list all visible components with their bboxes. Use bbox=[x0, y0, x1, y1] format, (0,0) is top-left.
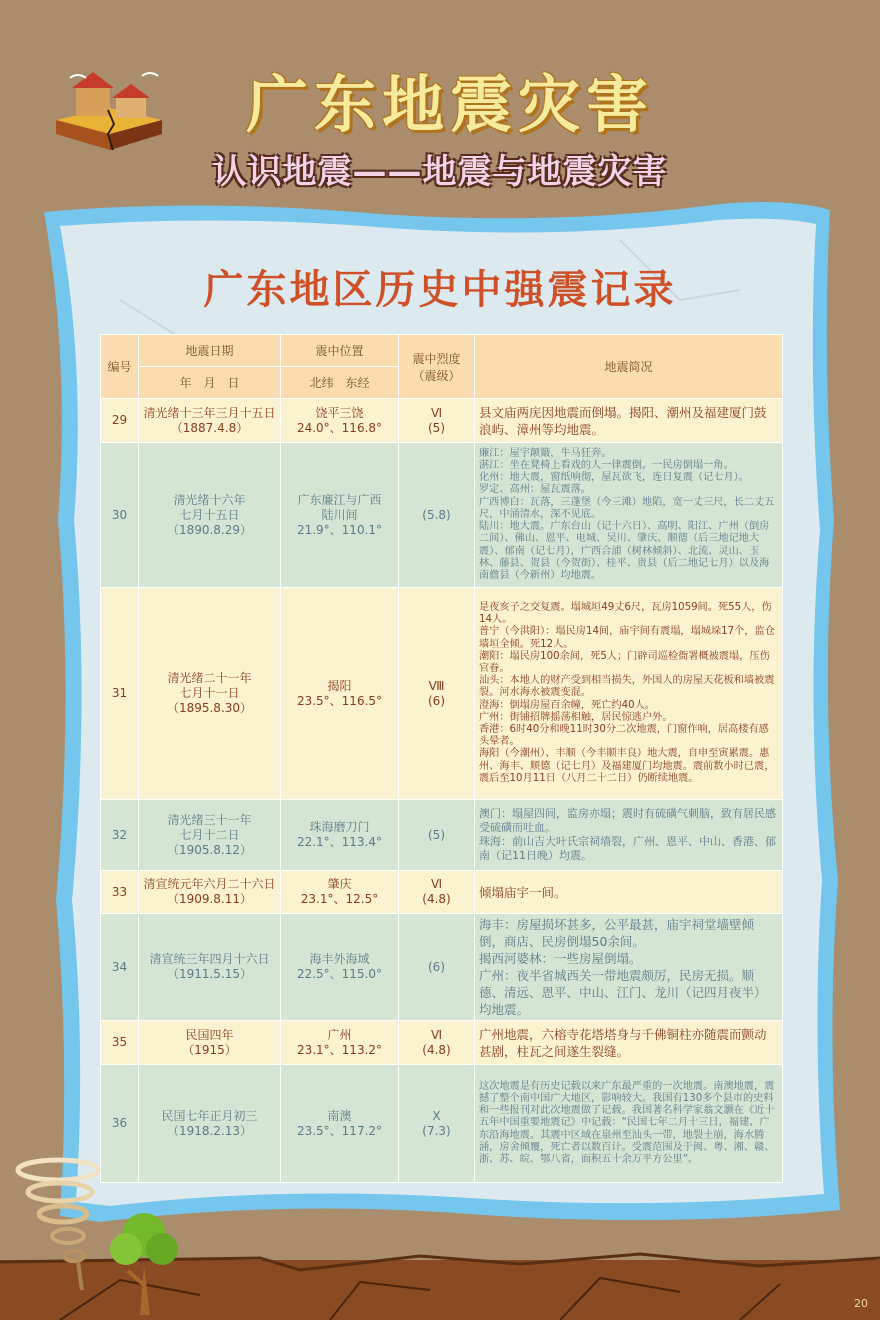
intensity-line: (4.8) bbox=[422, 1042, 451, 1057]
table-row bbox=[101, 588, 783, 800]
location-line: 21.9°、110.1° bbox=[296, 522, 383, 537]
table-row bbox=[101, 443, 783, 588]
summary-line: 香港：6时40分和晚11时30分二次地震，门窗作响，居高楼有感头晕者。 bbox=[479, 724, 769, 748]
location-line: 揭阳 bbox=[327, 678, 352, 693]
date-line: 清宣统三年四月十六日 bbox=[149, 952, 270, 966]
intensity-line: Ⅵ bbox=[430, 405, 443, 420]
intensity-line: (6) bbox=[428, 693, 445, 708]
cell-date bbox=[139, 871, 281, 914]
summary-line: 珠海：前山吉大叶氏宗祠墙裂，广州、恩平、中山、香港、郁南（记11日晚）均震。 bbox=[479, 835, 776, 862]
cell-no: 30 bbox=[101, 443, 139, 588]
date-line: （1890.8.29） bbox=[166, 522, 253, 537]
location-line: 23.1°、113.2° bbox=[296, 1042, 383, 1057]
cell-intensity bbox=[399, 800, 475, 871]
location-line: 广州 bbox=[327, 1027, 352, 1042]
summary-line: 海丰：房屋损坏甚多，公平最甚，庙宇祠堂墙壁倾倒，商店、民房倒塌50余间。 bbox=[479, 917, 755, 949]
cell-no: 33 bbox=[101, 871, 139, 914]
cell-location bbox=[281, 1065, 399, 1183]
cell-date bbox=[139, 914, 281, 1021]
summary-line: 倾塌庙宇一间。 bbox=[479, 884, 567, 900]
cell-date bbox=[139, 443, 281, 588]
cell-summary bbox=[475, 399, 783, 443]
cell-location bbox=[281, 800, 399, 871]
summary-line: 广州地震，六榕寺花塔塔身与千佛铜柱亦随震而颤动甚剧，柱瓦之间遂生裂缝。 bbox=[479, 1026, 767, 1059]
cell-no: 34 bbox=[101, 914, 139, 1021]
table-row bbox=[101, 800, 783, 871]
summary-line: 广西博白：瓦落，三蓬堡（今三滩）地陷，宽一丈三尺，长二丈五尺，中涌清水，深不见底。 bbox=[479, 496, 775, 520]
cell-no: 31 bbox=[101, 588, 139, 800]
date-line: 清光绪二十一年 bbox=[167, 671, 252, 685]
cell-intensity bbox=[399, 1065, 475, 1183]
cell-intensity bbox=[399, 914, 475, 1021]
location-line: 22.1°、113.4° bbox=[296, 835, 383, 849]
date-line: 清光绪三十一年 bbox=[167, 812, 252, 827]
summary-line: 潮阳：塌民房100余间，死5人；门辟司巡检衙署概被震塌，压伤官眷。 bbox=[479, 650, 770, 674]
location-line: 珠海磨刀门 bbox=[309, 820, 370, 834]
intensity-line: Ⅵ bbox=[430, 877, 443, 891]
cell-location bbox=[281, 399, 399, 443]
page-subtitle: 认识地震——地震与地震灾害 bbox=[212, 152, 668, 192]
summary-line: 汕头：本地人的财产受到相当损失，外国人的房屋天花板和墙被震裂。河水海水被震变混。 bbox=[479, 675, 775, 699]
table-row bbox=[101, 399, 783, 443]
cell-summary bbox=[475, 800, 783, 871]
intensity-line: (7.3) bbox=[422, 1123, 451, 1138]
location-line: 肇庆 bbox=[327, 877, 352, 891]
table-row bbox=[101, 1021, 783, 1065]
date-line: （1905.8.12） bbox=[166, 842, 253, 857]
location-line: 南澳 bbox=[327, 1108, 352, 1123]
intensity-line: Ⅷ bbox=[428, 678, 445, 693]
intensity-line: (4.8) bbox=[422, 892, 451, 906]
tornado-icon bbox=[8, 1150, 108, 1300]
earthquake-records-table bbox=[100, 334, 783, 1183]
cell-summary bbox=[475, 1021, 783, 1065]
cell-date bbox=[139, 800, 281, 871]
cell-location bbox=[281, 871, 399, 914]
date-line: （1911.5.15） bbox=[166, 967, 253, 981]
date-line: 清光绪十六年 bbox=[173, 492, 246, 507]
table-row bbox=[101, 1065, 783, 1183]
cell-no: 36 bbox=[101, 1065, 139, 1183]
cell-location bbox=[281, 588, 399, 800]
summary-line: 陆川：地大震。广东台山（记十六日）、高明、阳江、广州（倒房二间）、佛山、恩平、电城、吴川、肇庆、顺德（后三地记地大震）、郁南（记七月），广西合浦（树林倾斜）、北流、灵山、玉林、藤县、贺县（今贺街）、桂平、贵县（后二地记七月）以及海南儋县（今新州）均地震。 bbox=[479, 521, 770, 581]
summary-line: 普宁（今洪阳）：塌民房14间，庙宇间有震塌，塌城垛17个，监仓墙垣全倾。死12人。 bbox=[479, 626, 775, 650]
date-line: 七月十二日 bbox=[179, 827, 240, 842]
header-intensity: 震中烈度（震级） bbox=[399, 335, 475, 399]
cracked-houses-icon bbox=[50, 68, 170, 153]
date-line: （1909.8.11） bbox=[166, 892, 253, 906]
summary-line: 湛江：坐在凳椅上看戏的人一律震倒。一民房倒塌一角。 bbox=[479, 460, 734, 472]
cell-summary bbox=[475, 443, 783, 588]
section-title: 广东地区历史中强震记录 bbox=[203, 267, 677, 313]
date-line: 民国七年正月初三 bbox=[161, 1108, 258, 1123]
date-line: 清宣统元年六月二十六日 bbox=[143, 877, 276, 891]
summary-line: 罗定、高州：屋瓦震落。 bbox=[479, 484, 592, 496]
date-line: 民国四年 bbox=[185, 1027, 234, 1042]
cell-date bbox=[139, 1065, 281, 1183]
intensity-line: (6) bbox=[428, 959, 445, 974]
summary-line: 澳门：塌屋四间，监房亦塌；震时有硫磺气刺脑，致有居民感受硫磺而吐血。 bbox=[479, 807, 776, 834]
cell-date bbox=[139, 588, 281, 800]
date-line: 七月十一日 bbox=[179, 686, 240, 700]
date-line: 清光绪十三年三月十五日 bbox=[143, 405, 276, 420]
cell-date bbox=[139, 399, 281, 443]
header-no: 编号 bbox=[101, 335, 139, 399]
intensity-line: (5) bbox=[428, 827, 445, 842]
intensity-line: (5) bbox=[428, 420, 445, 435]
date-line: （1918.2.13） bbox=[166, 1123, 253, 1138]
intensity-line: Ⅵ bbox=[430, 1027, 443, 1042]
intensity-line: Ⅹ bbox=[432, 1108, 441, 1123]
header-location-sub: 北纬 东经 bbox=[281, 367, 399, 399]
location-line: 23.1°、12.5° bbox=[300, 892, 379, 906]
cell-summary bbox=[475, 588, 783, 800]
date-line: （1895.8.30） bbox=[166, 701, 253, 715]
cell-location bbox=[281, 443, 399, 588]
date-line: （1887.4.8） bbox=[170, 420, 249, 435]
page-title: 广东地震灾害 bbox=[245, 68, 654, 141]
date-line: （1915） bbox=[182, 1042, 237, 1057]
summary-line: 化州：地大震，窗纸响彻，屋瓦欲飞，连日复震（记七月）。 bbox=[479, 472, 749, 484]
cell-location bbox=[281, 1021, 399, 1065]
summary-line: 县文庙两庑因地震而倒塌。揭阳、潮州及福建厦门鼓浪屿、漳州等均地震。 bbox=[479, 404, 767, 437]
cell-intensity bbox=[399, 443, 475, 588]
cell-location bbox=[281, 914, 399, 1021]
location-line: 22.5°、115.0° bbox=[296, 967, 383, 981]
summary-line: 澄海：倒塌房屋百余幢，死亡约40人。 bbox=[479, 699, 655, 711]
summary-line: 广州：夜半省城西关一带地震颇厉，民房无损。顺德、清远、恩平、中山、江门、龙川（记四月夜半）均地震。 bbox=[479, 968, 767, 1017]
cell-intensity bbox=[399, 588, 475, 800]
cell-no: 29 bbox=[101, 399, 139, 443]
cell-summary bbox=[475, 871, 783, 914]
cell-summary bbox=[475, 1065, 783, 1183]
header-summary: 地震简况 bbox=[475, 335, 783, 399]
cell-date bbox=[139, 1021, 281, 1065]
location-line: 海丰外海域 bbox=[309, 952, 370, 966]
cell-no: 35 bbox=[101, 1021, 139, 1065]
summary-line: 广州：街铺招牌摇荡相触，居民惊逃户外。 bbox=[479, 711, 673, 723]
page-number: 20 bbox=[854, 1297, 868, 1310]
summary-line: 揭西河婆林：一些房屋倒塌。 bbox=[479, 951, 642, 966]
cell-intensity bbox=[399, 1021, 475, 1065]
cell-intensity bbox=[399, 871, 475, 914]
table-row bbox=[101, 914, 783, 1021]
location-line: 广东廉江与广西 bbox=[297, 492, 382, 507]
summary-line: 廉江：屋宇颠簸，牛马狂奔。 bbox=[479, 447, 612, 459]
location-line: 陆川间 bbox=[321, 507, 358, 522]
cell-summary bbox=[475, 914, 783, 1021]
location-line: 23.5°、116.5° bbox=[296, 693, 383, 708]
cell-intensity bbox=[399, 399, 475, 443]
cell-no: 32 bbox=[101, 800, 139, 871]
table-body bbox=[101, 399, 783, 1183]
date-line: 七月十五日 bbox=[179, 507, 240, 522]
summary-line: 海阳（今潮州）、丰顺（今丰顺丰良）地大震，自申至寅累震。惠州、海丰、顺德（记七月）及福建厦门均地震。震前数小时已震，震后至10月11日（八月二十二日）仍断续地震。 bbox=[479, 748, 775, 784]
table-row bbox=[101, 871, 783, 914]
summary-line: 这次地震是有历史记载以来广东最严重的一次地震。南澳地震，震撼了整个南中国广大地区，影响较大。我国有130多个县市的史料和一些报刊对此次地震做了记载。我国著名科学家翁文灏在《近十五年中国重要地震记》中记载：“民国七年二月十三日，福建、广东沿海地震。其震中区域在泉州至汕头一带，地裂土崩，海水腾涌，房舍倾覆，死亡者以数百计。受震范围及于闽、粤、湘、赣、浙、苏、皖、鄂八省，面积五十余万平方公里”。 bbox=[479, 1080, 775, 1165]
intensity-line: (5.8) bbox=[422, 507, 451, 522]
location-line: 饶平三饶 bbox=[315, 405, 364, 420]
header-date: 地震日期 bbox=[139, 335, 281, 367]
summary-line: 是夜亥子之交复震。塌城垣49丈6尺，瓦房1059间。死55人，伤14人。 bbox=[479, 601, 772, 626]
location-line: 23.5°、117.2° bbox=[296, 1123, 383, 1138]
tree-icon bbox=[104, 1205, 184, 1315]
location-line: 24.0°、116.8° bbox=[296, 420, 383, 435]
header-date-sub: 年 月 日 bbox=[139, 367, 281, 399]
header-location: 震中位置 bbox=[281, 335, 399, 367]
